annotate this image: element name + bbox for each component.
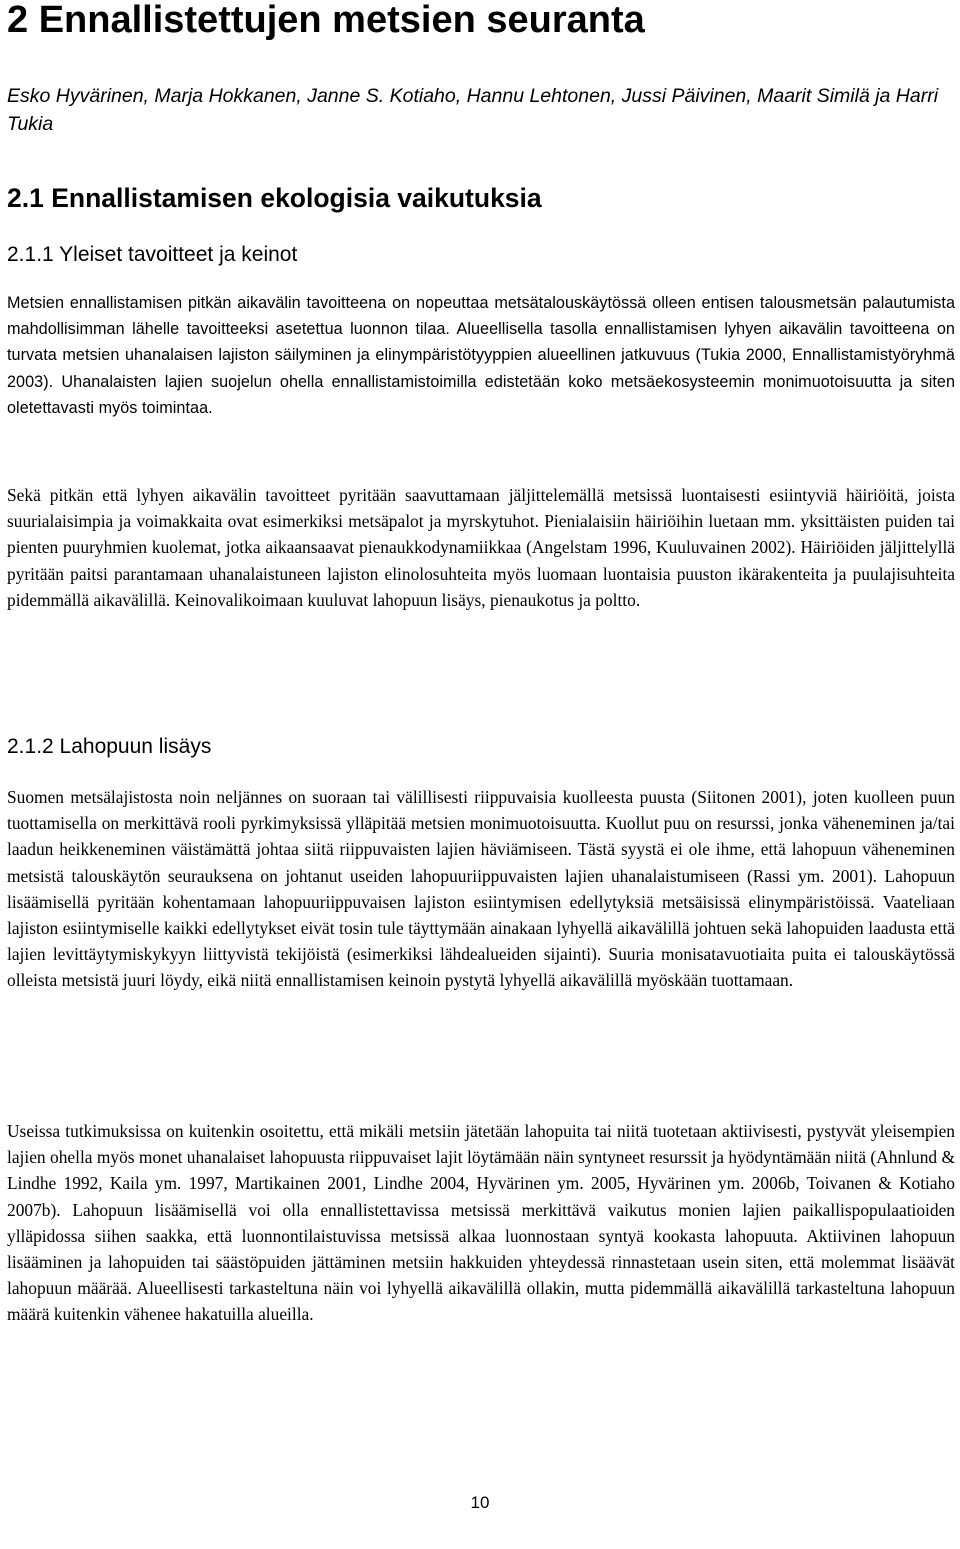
section-heading: 2.1 Ennallistamisen ekologisia vaikutuksia	[7, 183, 542, 213]
paragraph-deadwood-studies: Useissa tutkimuksissa on kuitenkin osoitettu, että mikäli metsiin jätetään lahopuita tai niitä tuotetaan aktiivisesti, pystyvät yleisempien lajien ohella myös monet uhanalaiset lahopuusta riippuvaiset lajit löytämään näin syntyneet resurssit ja hyödyntämään niitä (Ahnlund & Lindhe 1992, Kaila ym. 1997, Martikainen 2001, Lindhe 2004, Hyvärinen ym. 2005, Hyvärinen ym. 2006b, Toivanen & Kotiaho 2007b). Lahopuun lisäämisellä voi olla ennallistettavissa metsissä merkittävä vaikutus monien lajien paikallispopulaatioiden ylläpidossa siihen saakka, että luonnontilaistuvissa metsissä alkaa luonnostaan syntyä kookasta lahopuuta. Aktiivinen lahopuun lisääminen ja lahopuiden tai säästöpuiden jättäminen metsiin hakkuiden yhteydessä rinnastetaan usein siten, että molemmat lisäävät lahopuun määrää. Alueellisesti tarkasteltuna näin voi lyhyellä aikavälillä ollakin, mutta pidemmällä aikavälillä tarkasteltuna lahopuun määrä kuitenkin vähenee hakatuilla alueilla.	[7, 1121, 955, 1325]
author-list: Esko Hyvärinen, Marja Hokkanen, Janne S. Kotiaho, Hannu Lehtonen, Jussi Päivinen, Maarit Similä ja Harri Tukia	[7, 85, 939, 135]
chapter-title: 2 Ennallistettujen metsien seuranta	[7, 0, 645, 41]
paragraph-deadwood-importance: Suomen metsälajistosta noin neljännes on suoraan tai välillisesti riippuvaisia kuolleesta puusta (Siitonen 2001), joten kuolleen puun tuottamisella on merkittävä rooli pyrkimyksissä ylläpitää metsien monimuotoisuutta. Kuollut puu on resurssi, jonka väheneminen ja/tai laadun heikkeneminen väistämättä johtaa siitä riippuvaisten lajien häviämiseen. Tästä syystä ei ole ihme, että lahopuun väheneminen metsistä talouskäytön seurauksena on johtanut useiden lahopuuriippuvaisten lajien uhanalaistumiseen (Rassi ym. 2001). Lahopuun lisäämisellä pyritään kohentamaan lahopuuriippuvaisen lajiston esiintymisen edellytyksiä metsäisissä elinympäristöissä. Vaateliaan lajiston esiintymiselle kaikki edellytykset eivät tosin tule täyttymään ainakaan lyhyellä aikavälillä johtuen sekä lahopuiden laadusta että lajien levittäytymiskykyyn liittyvistä tekijöistä (esimerkiksi lähdealueiden sijainti). Suuria monisatavuotiaita puita ei talouskäytössä olleista metsistä juuri löydy, eikä niitä ennallistamisen keinoin pystytä lyhyellä aikavälillä myöskään tuottamaan.	[7, 787, 955, 991]
page-number: 10	[470, 1493, 490, 1512]
subsection-heading-deadwood: 2.1.2 Lahopuun lisäys	[7, 735, 212, 758]
subsection-heading-goals: 2.1.1 Yleiset tavoitteet ja keinot	[7, 243, 298, 266]
paragraph-disturbances: Sekä pitkän että lyhyen aikavälin tavoitteet pyritään saavuttamaan jäljittelemällä metsissä luontaisesti esiintyviä häiriöitä, joista suurialaisimpia ja voimakkaita ovat esimerkiksi metsäpalot ja myrskytuhot. Pienialaisiin häiriöihin luetaan mm. yksittäisten puiden tai pienten puuryhmien kuolemat, jotka aikaansaavat pienaukkodynamiikkaa (Angelstam 1996, Kuuluvainen 2002). Häiriöiden jäljittelyllä pyritään paitsi parantamaan uhanalaistuneen lajiston elinolosuhteita myös luomaan luontaisia puuston ikärakenteita ja puulajisuhteita pidemmällä aikavälillä. Keinovalikoimaan kuuluvat lahopuun lisäys, pienaukotus ja poltto.	[7, 485, 955, 610]
paragraph-goals: Metsien ennallistamisen pitkän aikavälin tavoitteena on nopeuttaa metsätalouskäytössä olleen entisen talousmetsän palautumista mahdollisimman lähelle tavoitteeksi asetettua luonnon tilaa. Alueellisella tasolla ennallistamisen lyhyen aikavälin tavoitteena on turvata metsien uhanalaisen lajiston säilyminen ja elinympäristötyyppien alueellinen jatkuvuus (Tukia 2000, Ennallistamistyöryhmä 2003). Uhanalaisten lajien suojelun ohella ennallistamistoimilla edistetään koko metsäekosysteemin monimuotoisuutta ja siten oletettavasti myös toimintaa.	[7, 294, 955, 417]
